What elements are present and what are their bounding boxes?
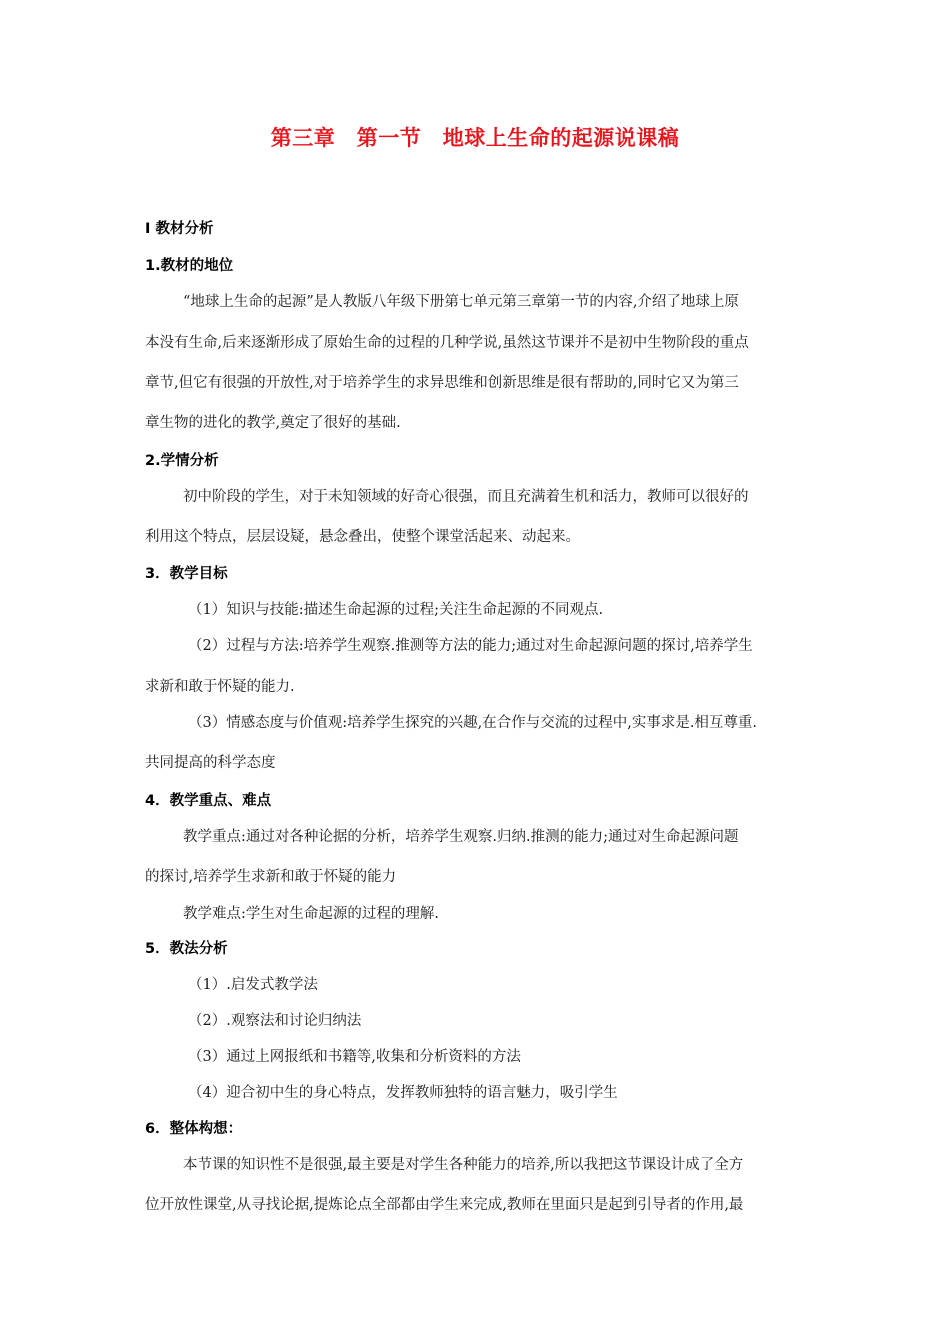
goal-line: （2）过程与方法:培养学生观察.推测等方法的能力;通过对生命起源问题的探讨,培养学生 (188, 638, 753, 654)
method-item: （3）通过上网报纸和书籍等,收集和分析资料的方法 (188, 1049, 521, 1065)
section-heading-textbook-analysis: Ⅰ 教材分析 (145, 221, 214, 237)
heading-teaching-goals: 3．教学目标 (145, 566, 228, 582)
method-item: （2）.观察法和讨论归纳法 (188, 1013, 362, 1029)
paragraph-line: 教学重点:通过对各种论据的分析，培养学生观察.归纳.推测的能力;通过对生命起源问题 (183, 829, 739, 845)
goal-line: 求新和敢于怀疑的能力. (145, 679, 295, 695)
method-item: （1）.启发式教学法 (188, 977, 318, 993)
paragraph-line: 章生物的进化的教学,奠定了很好的基础. (145, 415, 401, 431)
heading-textbook-position: 1.教材的地位 (145, 258, 234, 274)
heading-overall-concept: 6．整体构想： (145, 1121, 243, 1137)
paragraph-line: 初中阶段的学生，对于未知领域的好奇心很强，而且充满着生机和活力，教师可以很好的 (183, 489, 749, 505)
heading-method-analysis: 5．教法分析 (145, 941, 228, 957)
paragraph-line: 的探讨,培养学生求新和敢于怀疑的能力 (145, 869, 397, 885)
paragraph-line: 章节,但它有很强的开放性,对于培养学生的求异思维和创新思维是很有帮助的,同时它又为第三 (145, 375, 739, 391)
paragraph-line: “地球上生命的起源”是人教版八年级下册第七单元第三章第一节的内容,介绍了地球上原 (183, 294, 739, 310)
goal-line: 共同提高的科学态度 (145, 755, 276, 771)
document-title: 第三章 第一节 地球上生命的起源说课稿 (270, 126, 680, 150)
paragraph-line: 教学难点:学生对生命起源的过程的理解. (183, 906, 439, 922)
paragraph-line: 本没有生命,后来逐渐形成了原始生命的过程的几种学说,虽然这节课并不是初中生物阶段的重点 (145, 335, 749, 351)
method-item: （4）迎合初中生的身心特点，发挥教师独特的语言魅力，吸引学生 (188, 1085, 618, 1101)
paragraph-line: 利用这个特点，层层设疑，悬念叠出，使整个课堂活起来、动起来。 (145, 529, 580, 545)
paragraph-line: 位开放性课堂,从寻找论据,提炼论点全部都由学生来完成,教师在里面只是起到引导者的作用,最 (145, 1197, 744, 1213)
goal-line: （1）知识与技能:描述生命起源的过程;关注生命起源的不同观点. (188, 602, 604, 618)
goal-line: （3）情感态度与价值观:培养学生探究的兴趣,在合作与交流的过程中,实事求是.相互尊重. (188, 715, 758, 731)
heading-student-analysis: 2.学情分析 (145, 453, 219, 469)
heading-key-points: 4．教学重点、难点 (145, 793, 272, 809)
paragraph-line: 本节课的知识性不是很强,最主要是对学生各种能力的培养,所以我把这节课设计成了全方 (183, 1157, 744, 1173)
